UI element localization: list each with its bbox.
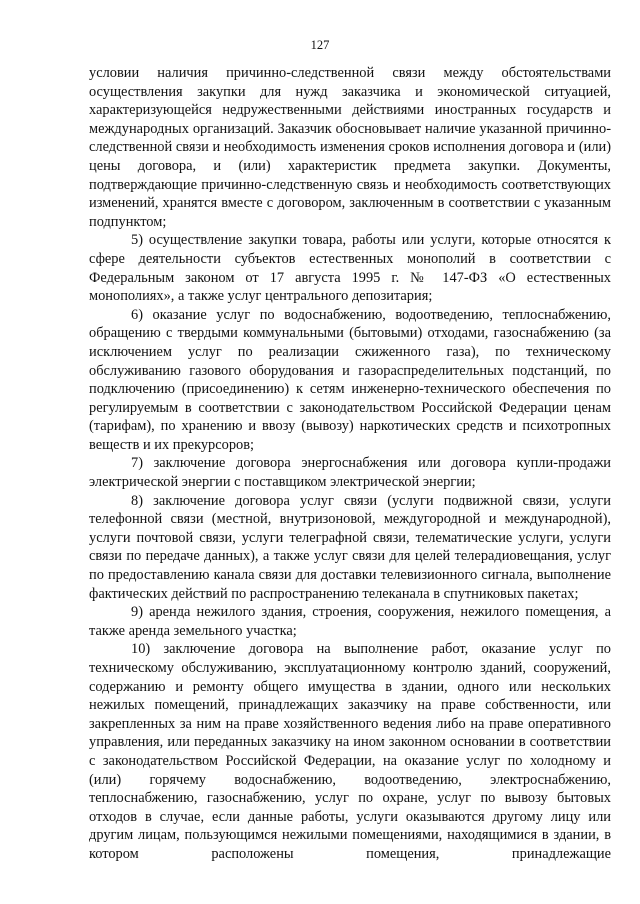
paragraph-item-5: 5) осуществление закупки товара, работы или услуги, которые относятся к сфере деятельности субъектов естественных монополий в соответствии с Федеральным законом от 17 августа 1995 г. № 147-ФЗ «О естественных монополиях», а также услуг центрального депозитария; [89,232,611,305]
paragraph-item-6: 6) оказание услуг по водоснабжению, водоотведению, теплоснабжению, обращению с твердыми коммунальными (бытовыми) отходами, газоснабжению (за исключением услуг по реализации сжиженного газа), по техническому обслуживанию газового оборудования и газораспределительных подстанций, по подключению (присоединению) к сетям инженерно-технического обеспечения по регулируемым в соответствии с законодательством Российской Федерации ценам (тарифам), по хранению и ввозу (вывозу) наркотических средств и психотропных веществ и их прекурсоров; [89,306,611,453]
paragraph-continuation: условии наличия причинно-следственной связи между обстоятельствами осуществления закупки для нужд заказчика и экономической ситуацией, характеризующейся недружественными действиями иностранных государств и международных организаций. Заказчик обосновывает наличие указанной причинно-следственной связи и необходимость изменения сроков исполнения договора и (или) цены договора, и (или) характеристик предмета закупки. Документы, подтверждающие причинно-следственную связь и необходимость соответствующих изменений, хранятся вместе с договором, заключенным в соответствии с указанным подпунктом; [89,65,611,230]
paragraph-item-9: 9) аренда нежилого здания, строения, сооружения, нежилого помещения, а также аренда земельного участка; [89,604,611,639]
paragraph-item-10: 10) заключение договора на выполнение работ, оказание услуг по техническому обслуживанию, эксплуатационному контролю зданий, сооружений, содержанию и ремонту общего имущества в здании, одного или нескольких нежилых помещений, принадлежащих заказчику на праве собственности, или закрепленных за ним на праве хозяйственного ведения либо на праве оперативного управления, или переданных заказчику на ином законном основании в соответствии с законодательством Российской Федерации, на оказание услуг по холодному и (или) горячему водоснабжению, водоотведению, электроснабжению, теплоснабжению, газоснабжению, услуг по охране, услуг по вывозу бытовых отходов в случае, если данные работы, услуги оказываются другому лицу или другим лицам, пользующимся нежилыми помещениями, находящимися в здании, в котором расположены помещения, принадлежащие [89,641,611,862]
paragraph-item-8: 8) заключение договора услуг связи (услуги подвижной связи, услуги телефонной связи (местной, внутризоновой, междугородной и международной), услуги почтовой связи, услуги телеграфной связи, телематические услуги, услуги связи по передаче данных), а также услуг связи для целей телерадиовещания, услуг по предоставлению канала связи для доставки телевизионного сигнала, выполнение фактических действий по распространению телеканала в спутниковых пакетах; [89,492,611,602]
document-body [89,64,611,864]
paragraph-item-7: 7) заключение договора энергоснабжения или договора купли-продажи электрической энергии с поставщиком электрической энергии; [89,455,611,491]
page-number: 127 [310,38,330,52]
